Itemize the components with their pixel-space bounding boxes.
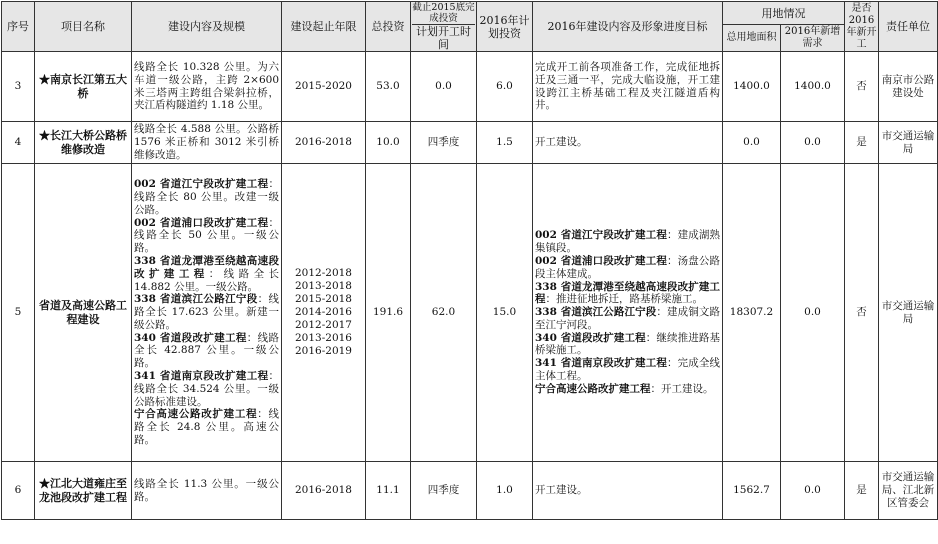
header-land-total: 总用地面积	[723, 25, 781, 52]
cum-cell: 四季度	[411, 462, 477, 520]
header-content: 建设内容及规模	[132, 2, 282, 52]
plan2016-cell: 1.0	[477, 462, 533, 520]
target-cell: 开工建设。	[533, 462, 723, 520]
new-start-cell: 否	[845, 52, 879, 122]
target-item: 341 省道南京段改扩建工程：完成全线主体工程。	[535, 357, 720, 383]
header-seq: 序号	[2, 2, 35, 52]
land-total-cell: 1562.7	[723, 462, 781, 520]
content-item: 340 省道段改扩建工程：线路全长 42.887 公里。一级公路。	[134, 331, 280, 370]
content-item: 338 省道滨江公路江宁段：线路全长 17.623 公里。新建一级公路。	[134, 293, 279, 331]
project-name: ★江北大道雍庄至龙池段改扩建工程	[35, 462, 132, 520]
target-item: 宁合高速公路改扩建工程：开工建设。	[535, 382, 714, 395]
period-value: 2012-2017	[295, 319, 352, 331]
target-item: 002 省道江宁段改扩建工程：建成湖熟集镇段。	[535, 229, 720, 255]
content-item: 341 省道南京段改扩建工程：线路全长 34.524 公里。一级公路标准建设。	[134, 370, 279, 408]
unit-cell: 市交通运输局	[879, 164, 938, 462]
target-item: 002 省道浦口段改扩建工程：汤盘公路段主体建成。	[535, 254, 720, 280]
target-item: 340 省道段改扩建工程：继续推进路基桥梁施工。	[535, 331, 721, 357]
target-item: 338 省道滨江公路江宁段：建成铜文路至江宁河段。	[535, 306, 720, 331]
project-name: ★南京长江第五大桥	[35, 52, 132, 122]
land-total-cell: 0.0	[723, 122, 781, 164]
land-new-cell: 0.0	[781, 164, 845, 462]
table-row	[2, 52, 938, 122]
header-plan2016: 2016年计划投资	[477, 2, 533, 52]
content-item: 002 省道江宁段改扩建工程：线路全长 80 公里。改建一级公路。	[134, 178, 279, 216]
total-cell: 191.6	[366, 164, 411, 462]
table-row	[2, 122, 938, 164]
header-new-start: 是否2016年新开工	[846, 2, 877, 50]
target-cell	[533, 164, 723, 462]
header-name: 项目名称	[35, 2, 132, 52]
header-cum	[411, 2, 477, 52]
seq-cell: 4	[2, 122, 35, 164]
target-item: 338 省道龙潭港至绕越高速段改扩建工程：推进征地拆迁，路基桥梁施工。	[535, 280, 720, 306]
cum-cell: 0.0	[411, 52, 477, 122]
total-cell: 11.1	[366, 462, 411, 520]
project-name: 省道及高速公路工程建设	[35, 164, 132, 462]
project-name: ★长江大桥公路桥维修改造	[35, 122, 132, 164]
plan2016-cell: 15.0	[477, 164, 533, 462]
header-cum-top: 截止2015底完成投资	[412, 2, 475, 24]
period-value: 2014-2016	[295, 306, 352, 318]
period-cell: 2015-2020	[282, 52, 366, 122]
period-cell: 2016-2018	[282, 462, 366, 520]
cum-cell: 62.0	[411, 164, 477, 462]
header-target2016: 2016年建设内容及形象进度目标	[533, 2, 723, 52]
new-start-cell: 是	[845, 122, 879, 164]
land-total-cell: 1400.0	[723, 52, 781, 122]
content-cell	[132, 164, 282, 462]
new-start-cell: 否	[845, 164, 879, 462]
period-cell: 2016-2018	[282, 122, 366, 164]
header-cum-bottom: 计划开工时间	[416, 25, 471, 51]
table-row	[2, 164, 938, 462]
seq-cell: 6	[2, 462, 35, 520]
content-cell: 线路全长 4.588 公里。公路桥 1576 米正桥和 3012 米引桥维修改造。	[132, 122, 282, 164]
seq-cell: 3	[2, 52, 35, 122]
total-cell: 53.0	[366, 52, 411, 122]
header-unit: 责任单位	[879, 2, 938, 52]
period-cell	[282, 164, 366, 462]
unit-cell: 市交通运输局	[879, 122, 938, 164]
header-land: 用地情况	[723, 2, 845, 25]
land-new-cell: 1400.0	[781, 52, 845, 122]
header-total: 总投资	[366, 2, 411, 52]
period-value: 2013-2018	[295, 280, 352, 292]
table-row	[2, 462, 938, 520]
content-item: 002 省道浦口段改扩建工程：线路全长 50 公里。一级公路。	[134, 216, 279, 255]
content-cell: 线路全长 10.328 公里。为六车道一级公路，主跨 2×600 米三塔两主跨组合梁斜拉桥，夹江盾构隧道约 1.18 公里。	[132, 52, 282, 122]
period-value: 2015-2018	[295, 293, 352, 305]
unit-cell: 南京市公路建设处	[879, 52, 938, 122]
unit-cell: 市交通运输局、江北新区管委会	[879, 462, 938, 520]
header-period: 建设起止年限	[282, 2, 366, 52]
land-new-cell: 0.0	[781, 122, 845, 164]
target-cell: 完成开工前各项准备工作，完成征地拆迁及三通一平，完成大临设施，开工建设跨江主桥基础工程及夹江隧道盾构井。	[533, 52, 723, 122]
new-start-cell: 是	[845, 462, 879, 520]
content-cell: 线路全长 11.3 公里。一级公路。	[132, 462, 282, 520]
content-item: 宁合高速公路改扩建工程：线路全长 24.8 公里。高速公路。	[134, 408, 280, 447]
total-cell: 10.0	[366, 122, 411, 164]
seq-cell: 5	[2, 164, 35, 462]
period-value: 2016-2019	[295, 345, 352, 357]
content-item: 338 省道龙潭港至绕越高速段改扩建工程：线路全长 14.882 公里。一级公路。	[134, 254, 280, 293]
plan2016-cell: 1.5	[477, 122, 533, 164]
land-new-cell: 0.0	[781, 462, 845, 520]
header-land-new: 2016年新增需求	[781, 25, 845, 52]
period-value: 2012-2018	[295, 267, 352, 279]
cum-cell: 四季度	[411, 122, 477, 164]
plan2016-cell: 6.0	[477, 52, 533, 122]
project-table	[1, 1, 938, 520]
target-cell: 开工建设。	[533, 122, 723, 164]
land-total-cell: 18307.2	[723, 164, 781, 462]
period-value: 2013-2016	[295, 332, 352, 344]
